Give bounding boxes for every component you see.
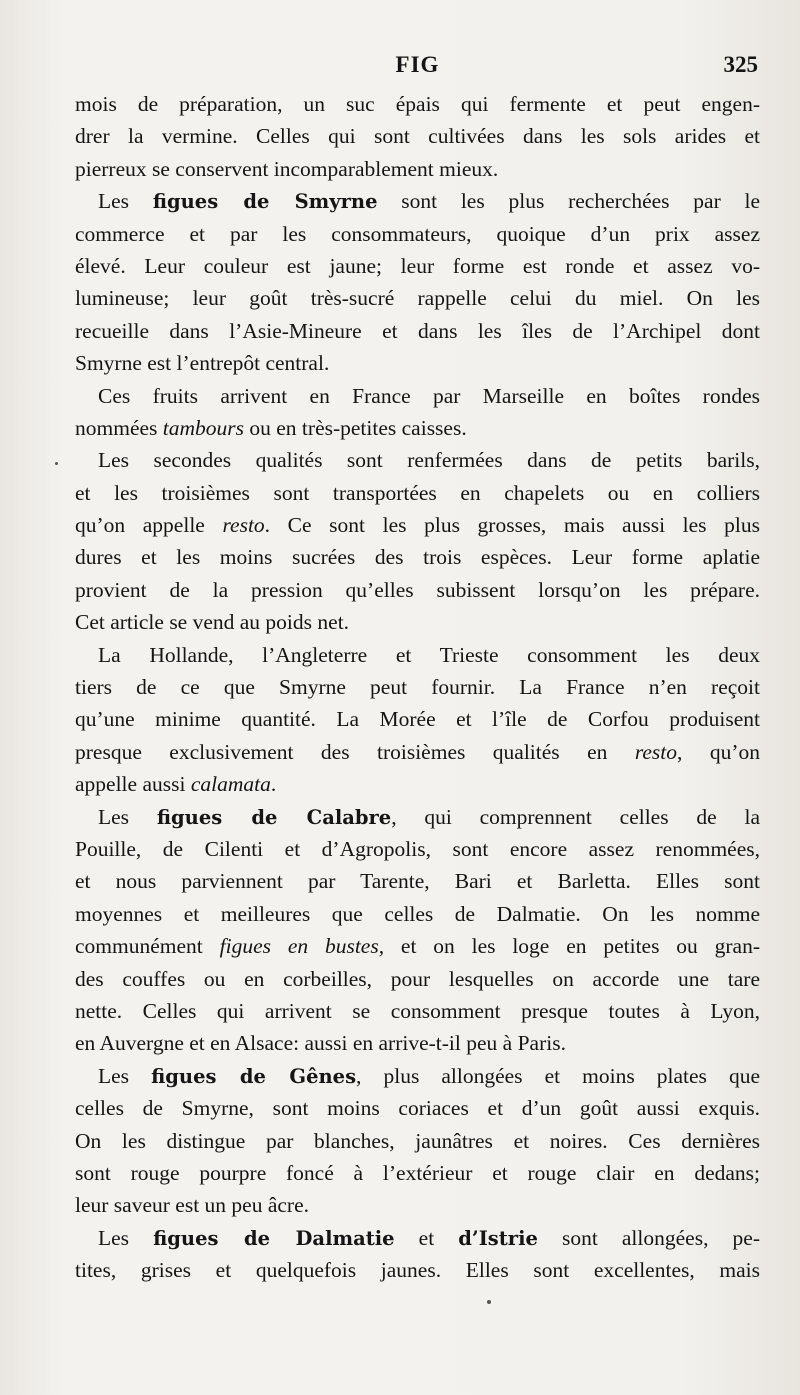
text-line: Ces fruits arrivent en France par Marseille en boîtes rondes	[98, 383, 760, 408]
text-line: appelle aussi calamata.	[75, 772, 277, 797]
text-line: Les figues de Gênes, plus allongées et moins plates que	[98, 1063, 760, 1088]
text-line: dures et les moins sucrées des trois espèces. Leur forme aplatie	[75, 545, 760, 570]
text-line: qu’on appelle resto. Ce sont les plus grosses, mais aussi les plus	[75, 513, 760, 538]
text-line: et nous parviennent par Tarente, Bari et Barletta. Elles sont	[75, 869, 760, 894]
text-line: celles de Smyrne, sont moins coriaces et d’un goût aussi exquis.	[75, 1096, 760, 1121]
text-line: mois de préparation, un suc épais qui fermente et peut engen-	[75, 92, 760, 116]
text-line: tiers de ce que Smyrne peut fournir. La France n’en reçoit	[75, 675, 760, 700]
text-line: élevé. Leur couleur est jaune; leur forme est ronde et assez vo-	[75, 253, 760, 278]
text-line: tites, grises et quelquefois jaunes. Elles sont excellentes, mais	[75, 1258, 760, 1283]
text-line: commerce et par les consommateurs, quoique d’un prix assez	[75, 221, 760, 246]
variety-heading: figues de Smyrne	[152, 190, 378, 214]
variety-heading: d’Istrie	[458, 1226, 538, 1250]
text-line: nommées tambours ou en très-petites caisses.	[75, 415, 467, 440]
italic-term: calamata	[190, 772, 271, 797]
text-line: leur saveur est un peu âcre.	[75, 1193, 310, 1218]
italic-term: tambours	[162, 415, 245, 440]
text-line: des couffes ou en corbeilles, pour lesquelles on accorde une tare	[75, 966, 760, 991]
text-line: La Hollande, l’Angleterre et Trieste consomment les deux	[98, 642, 760, 667]
text-line: Les figues de Smyrne sont les plus recherchées par le	[98, 189, 761, 214]
text-line: Les figues de Calabre, qui comprennent celles de la	[98, 804, 760, 829]
text-line: Cet article se vend au poids net.	[75, 610, 350, 635]
variety-heading: figues de Calabre	[156, 805, 392, 829]
text-line: On les distingue par blanches, jaunâtres et noires. Ces dernières	[75, 1128, 760, 1153]
text-line: qu’une minime quantité. La Morée et l’île de Corfou produisent	[75, 707, 760, 732]
italic-term: figues en bustes	[219, 934, 379, 959]
text-line: communément figues en bustes, et on les loge en petites ou gran-	[75, 934, 760, 959]
text-line: lumineuse; leur goût très-sucré rappelle celui du miel. On les	[75, 286, 760, 311]
variety-heading: figues de Dalmatie	[153, 1226, 395, 1250]
ink-speck	[55, 462, 58, 465]
text-line: Les figues de Dalmatie et d’Istrie sont allongées, pe-	[98, 1225, 760, 1250]
text-line: recueille dans l’Asie-Mineure et dans les îles de l’Archipel dont	[75, 318, 760, 343]
text-line: provient de la pression qu’elles subissent lorsqu’on les prépare.	[75, 577, 760, 602]
text-line: et les troisièmes sont transportées en chapelets ou en colliers	[75, 480, 760, 505]
text-line: drer la vermine. Celles qui sont cultivées dans les sols arides et	[75, 124, 760, 149]
body-text	[75, 88, 760, 1286]
text-line: presque exclusivement des troisièmes qualités en resto, qu’on	[75, 739, 760, 764]
ink-speck	[487, 1300, 491, 1304]
page-header	[75, 52, 760, 86]
text-line: en Auvergne et en Alsace: aussi en arrive-t-il peu à Paris.	[75, 1031, 566, 1056]
running-head: FIG	[395, 52, 440, 77]
italic-term: resto	[634, 739, 678, 764]
variety-heading: figues de Gênes	[151, 1064, 357, 1088]
text-line: pierreux se conservent incomparablement mieux.	[75, 156, 499, 181]
text-line: moyennes et meilleures que celles de Dalmatie. On les nomme	[75, 901, 760, 926]
text-line: Pouille, de Cilenti et d’Agropolis, sont encore assez renommées,	[75, 836, 760, 861]
text-line: Les secondes qualités sont renfermées dans de petits barils,	[98, 448, 760, 473]
text-line: nette. Celles qui arrivent se consomment presque toutes à Lyon,	[75, 998, 760, 1023]
text-line: sont rouge pourpre foncé à l’extérieur et rouge clair en dedans;	[75, 1160, 760, 1185]
page-number: 325	[723, 52, 758, 77]
text-line: Smyrne est l’entrepôt central.	[75, 351, 330, 376]
italic-term: resto	[222, 513, 265, 538]
